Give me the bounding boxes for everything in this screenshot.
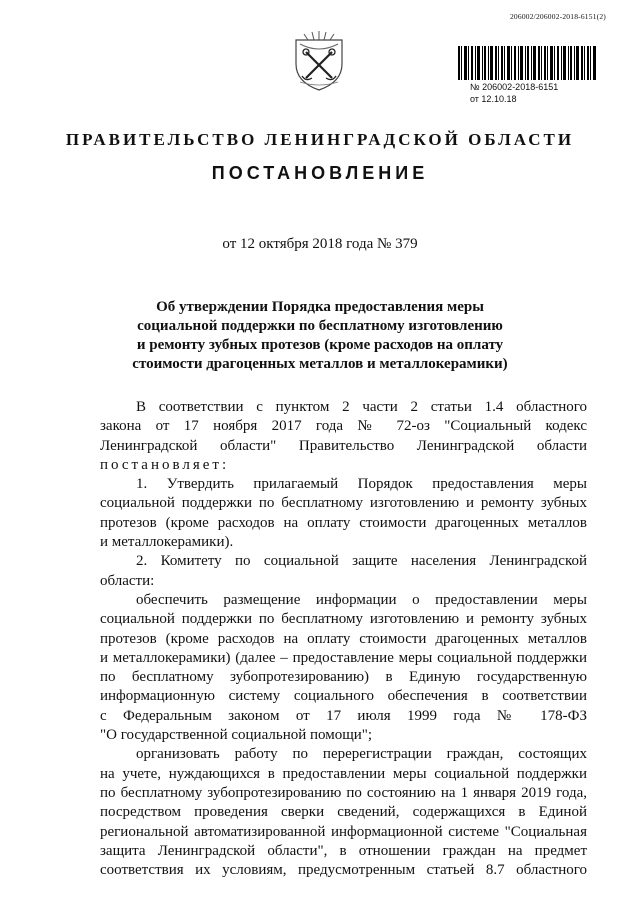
body-line: и металлокерамики). bbox=[100, 534, 234, 551]
body-line: социальной поддержки по бесплатному изготовлению и ремонту зубных bbox=[100, 495, 587, 512]
body-line: соответствия их условиям, предусмотренным статьей 8.7 областного bbox=[100, 862, 587, 879]
document-body bbox=[100, 398, 587, 880]
body-line: защита Ленинградской области", в отношении граждан на предмет bbox=[100, 842, 587, 859]
body-line: протезов (кроме расходов на оплату стоимости драгоценных металлов bbox=[100, 514, 587, 531]
body-line: посредством проведения сверки сведений, содержащихся в Единой bbox=[100, 804, 587, 821]
subject-line: стоимости драгоценных металлов и металлокерамики) bbox=[132, 356, 508, 372]
registration-number: № 206002-2018-6151 bbox=[470, 82, 559, 92]
body-line: закона от 17 ноября 2017 года № 72-оз "Социальный кодекс bbox=[100, 418, 587, 435]
document-date-line: от 12 октября 2018 года № 379 bbox=[222, 236, 418, 252]
document-id: 206002/206002-2018-6151(2) bbox=[509, 12, 606, 21]
body-line: "О государственной социальной помощи"; bbox=[100, 727, 373, 744]
body-line: 1. Утвердить прилагаемый Порядок предоставления меры bbox=[136, 476, 587, 493]
body-line: региональной автоматизированной информационной системе "Социальная bbox=[100, 823, 587, 840]
body-line: 2. Комитету по социальной защите населения Ленинградской bbox=[136, 553, 587, 570]
body-line: информационную систему социального обеспечения в соответствии bbox=[100, 688, 587, 705]
body-line: по бесплатному зубопротезированию) в Единую государственную bbox=[100, 669, 587, 686]
document-subject bbox=[120, 298, 520, 374]
body-line: организовать работу по перерегистрации граждан, состоящих bbox=[136, 746, 587, 763]
body-line: социальной поддержки по бесплатному изготовлению и ремонту зубных bbox=[100, 611, 587, 628]
barcode-icon bbox=[458, 46, 598, 80]
document-type: ПОСТАНОВЛЕНИЕ bbox=[211, 163, 429, 183]
body-line: протезов (кроме расходов на оплату стоимости драгоценных металлов bbox=[100, 630, 587, 647]
body-line: области: bbox=[100, 572, 155, 589]
registration-date: от 12.10.18 bbox=[470, 94, 517, 104]
subject-line: социальной поддержки по бесплатному изготовлению bbox=[137, 318, 503, 334]
coat-of-arms-icon bbox=[290, 30, 348, 92]
body-line: постановляет: bbox=[100, 456, 230, 473]
organization-title: ПРАВИТЕЛЬСТВО ЛЕНИНГРАДСКОЙ ОБЛАСТИ bbox=[65, 130, 575, 149]
body-line: на учете, нуждающихся в предоставлении меры социальной поддержки bbox=[100, 765, 587, 782]
body-line: с Федеральным законом от 17 июля 1999 года № 178-ФЗ bbox=[100, 707, 587, 724]
subject-line: Об утверждении Порядка предоставления меры bbox=[156, 299, 484, 315]
body-line: Ленинградской области" Правительство Ленинградской области bbox=[100, 437, 587, 454]
subject-line: и ремонту зубных протезов (кроме расходов на оплату bbox=[136, 337, 504, 353]
body-line: по бесплатному зубопротезированию по состоянию на 1 января 2019 года, bbox=[100, 784, 587, 801]
body-line: обеспечить размещение информации о предоставлении меры bbox=[136, 591, 587, 608]
body-line: и металлокерамики) (далее – предоставление меры социальной поддержки bbox=[100, 649, 587, 666]
body-line: В соответствии с пунктом 2 части 2 статьи 1.4 областного bbox=[136, 399, 587, 415]
